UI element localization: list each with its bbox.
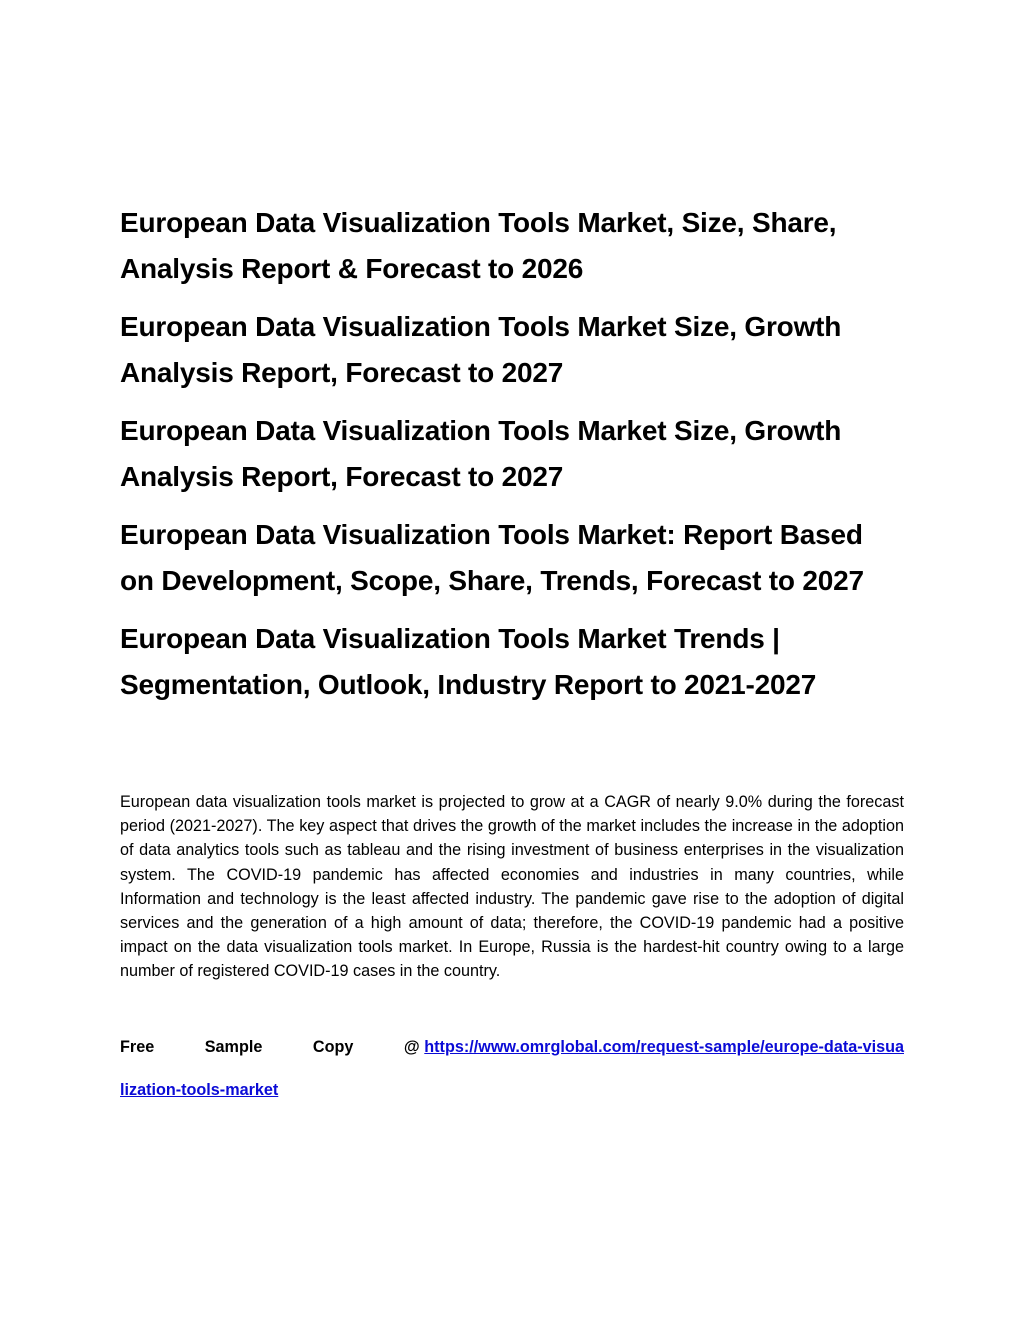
free-sample-label: Free Sample Copy @: [120, 1037, 420, 1056]
heading-2: European Data Visualization Tools Market Size, Growth Analysis Report, Forecast to 2027: [120, 311, 842, 388]
free-sample-line: [120, 1026, 904, 1112]
document-page: [120, 200, 904, 1112]
free-sample-link[interactable]: https://www.omrglobal.com/request-sample/europe-data-visualization-tools-market: [120, 1037, 904, 1099]
heading-4: European Data Visualization Tools Market: Report Based on Development, Scope, Share, Trends, Forecast to 2027: [120, 519, 864, 596]
intro-paragraph: European data visualization tools market is projected to grow at a CAGR of nearly 9.0% during the forecast period (2021-2027). The key aspect that drives the growth of the market includes the increase in the adoption of data analytics tools such as tableau and the rising investment of business enterprises in the visualization system. The COVID-19 pandemic has affected economies and industries in many countries, while Information and technology is the least affected industry. The pandemic gave rise to the adoption of digital services and the generation of a high amount of data; therefore, the COVID-19 pandemic had a positive impact on the data visualization tools market. In Europe, Russia is the hardest-hit country owing to a large number of registered COVID-19 cases in the country.: [120, 793, 904, 981]
heading-5: European Data Visualization Tools Market Trends | Segmentation, Outlook, Industry Report to 2021-2027: [120, 623, 817, 700]
heading-1: European Data Visualization Tools Market, Size, Share, Analysis Report & Forecast to 2026: [120, 207, 837, 284]
heading-3: European Data Visualization Tools Market Size, Growth Analysis Report, Forecast to 2027: [120, 415, 842, 492]
